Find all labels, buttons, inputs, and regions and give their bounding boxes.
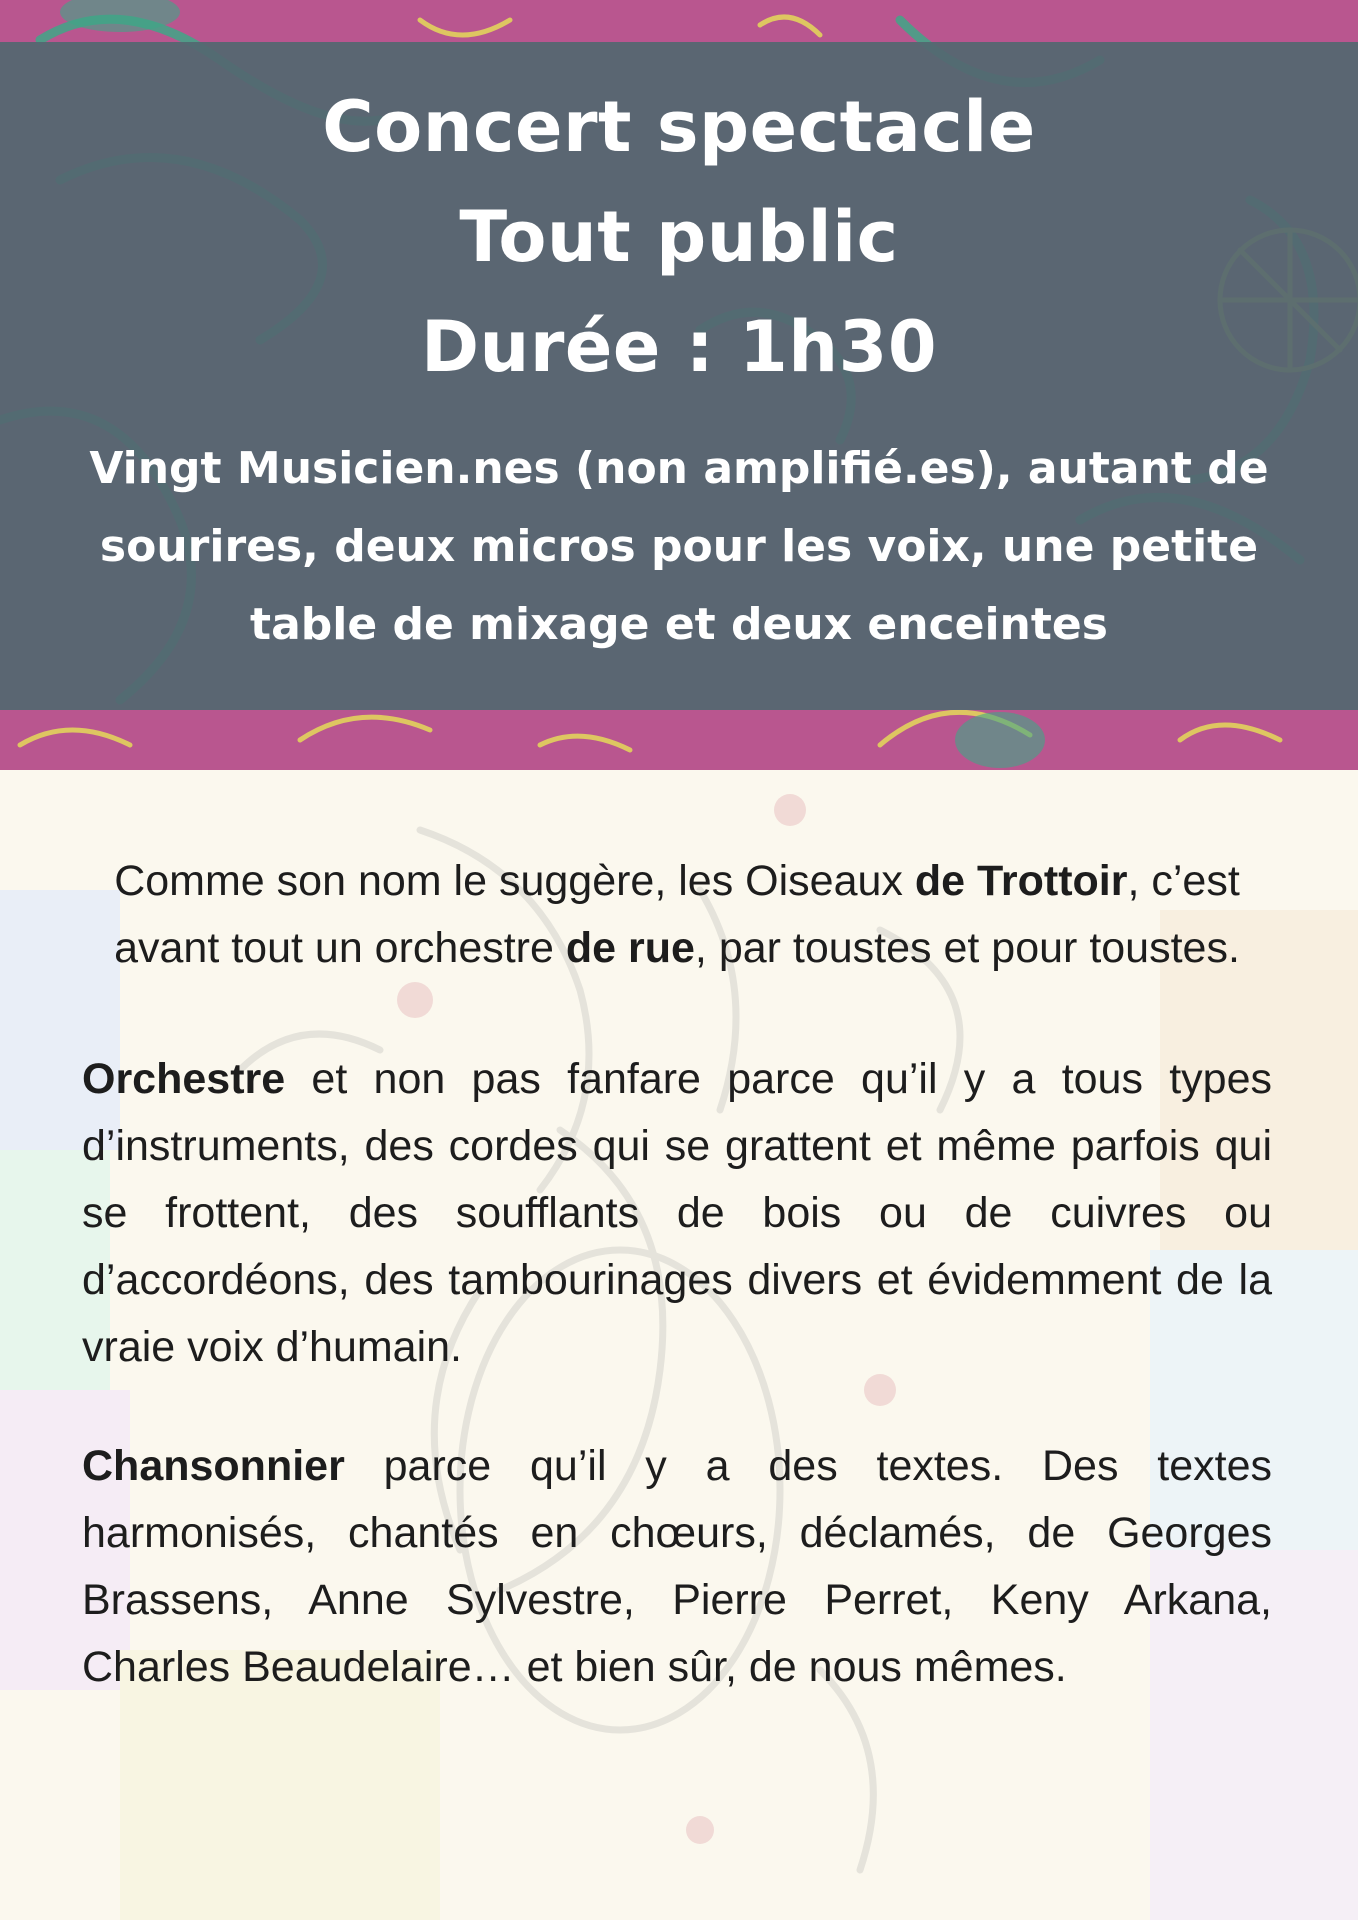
header-subtitle: Vingt Musicien.nes (non amplifié.es), autant de sourires, deux micros pour les voix, une petite table de mixage et deux enceintes — [89, 443, 1269, 650]
chansonnier-paragraph — [82, 1433, 1272, 1701]
title-line-public: Tout public — [459, 196, 899, 278]
orchestre-text: et non pas fanfare parce qu’il y a tous types d’instruments, des cordes qui se grattent et même parfois qui se frottent, des soufflants de bois ou de cuivres ou d’accordéons, des tambourinages divers et évidemment de la vraie voix d’humain. — [82, 1055, 1272, 1371]
title-line-duration: Durée : 1h30 — [420, 306, 938, 388]
intro-text-1: Comme son nom le suggère, les Oiseaux — [114, 857, 915, 905]
intro-bold-rue: de rue — [565, 924, 695, 972]
chansonnier-lead: Chansonnier — [82, 1442, 345, 1490]
intro-text-2: , c’est avant tout un orchestre — [114, 857, 1240, 972]
intro-bold-trottoir: de Trottoir — [914, 857, 1128, 905]
orchestre-lead: Orchestre — [82, 1055, 286, 1103]
chansonnier-text: parce qu’il y a des textes. Des textes harmonisés, chantés en chœurs, déclamés, de Georges Brassens, Anne Sylvestre, Pierre Perret, Keny Arkana, Charles Beaudelaire… et bien sûr, de nous mêmes. — [82, 1442, 1272, 1691]
description-content — [82, 848, 1272, 1701]
intro-paragraph — [82, 848, 1272, 982]
title-line-concert: Concert spectacle — [322, 86, 1036, 168]
orchestre-paragraph — [82, 1046, 1272, 1381]
header-titles — [0, 72, 1358, 402]
intro-text-3: , par toustes et pour toustes. — [694, 924, 1240, 972]
